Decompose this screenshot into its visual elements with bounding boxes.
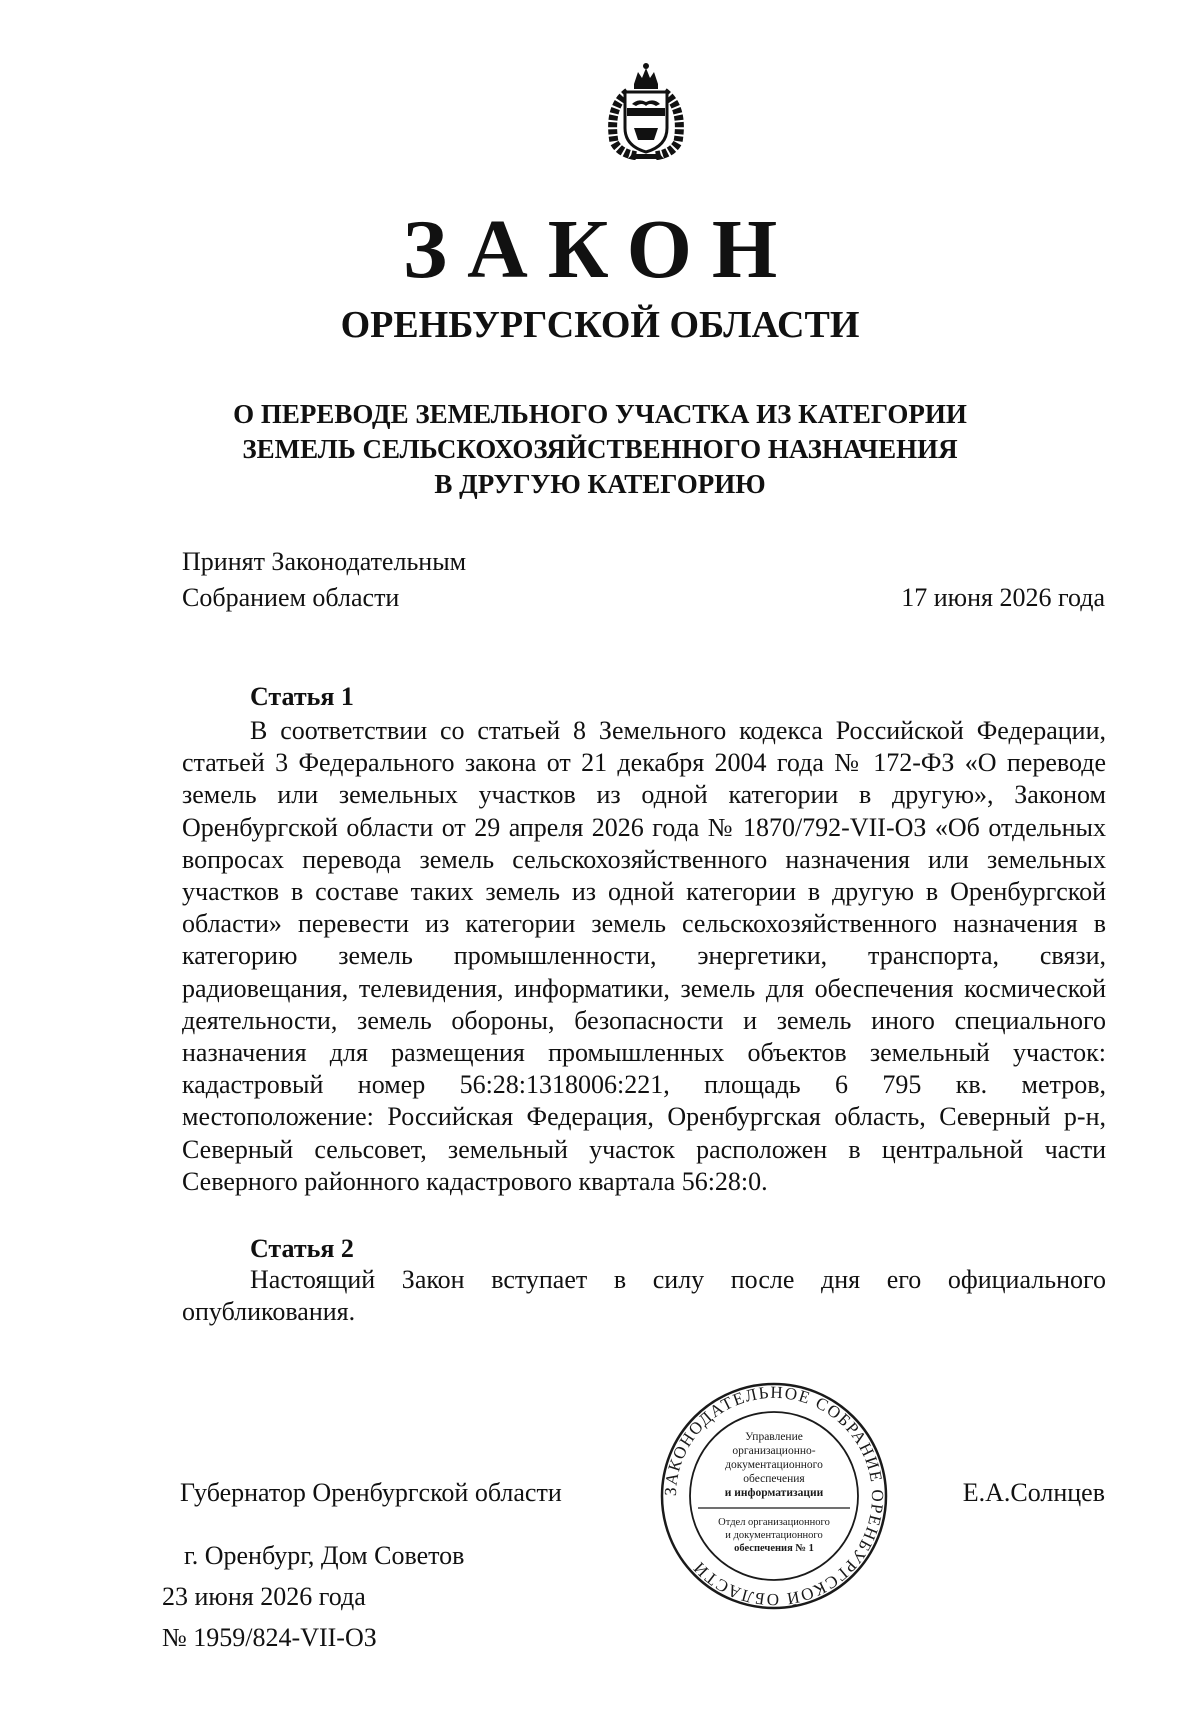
article-1-text xyxy=(182,715,1106,1198)
signing-place: г. Оренбург, Дом Советов xyxy=(184,1541,465,1570)
article-1-paragraph: В соответствии со статьей 8 Земельного кодекса Российской Федерации, статьей 3 Федерального закона от 21 декабря 2004 года № 172-ФЗ «О переводе земель или земельных участков из одной категории в другую», Законом Оренбургской области от 29 апреля 2026 года № 1870/792-VII-ОЗ «Об отдельных вопросах перевода земель сельскохозяйственного назначения или земельных участков в составе таких земель из одной категории в другую в Оренбургской области» перевести из категории земель сельскохозяйственного назначения в категорию земель промышленности, энергетики, транспорта, связи, радиовещания, телевидения, информатики, земель для обеспечения космической деятельности, земель обороны, безопасности и земель иного специального назначения для размещения промышленных объектов земельный участок: кадастровый номер 56:28:1318006:221, площадь 6 795 кв. метров, местоположение: Российская Федерация, Оренбургская область, Северный р-н, Северный сельсовет, земельный участок расположен в центральной части Северного районного кадастрового квартала 56:28:0. xyxy=(182,716,1106,1196)
orenburg-coat-of-arms-icon xyxy=(598,62,694,160)
law-number: № 1959/824-VII-ОЗ xyxy=(162,1623,377,1652)
adoption-date: 17 июня 2026 года xyxy=(901,583,1105,612)
document-title: ЗАКОН xyxy=(402,203,798,296)
signatory-position: Губернатор Оренбургской области xyxy=(180,1478,562,1507)
law-heading-line: О ПЕРЕВОДЕ ЗЕМЕЛЬНОГО УЧАСТКА ИЗ КАТЕГОРИИ xyxy=(233,399,967,429)
law-heading-line: В ДРУГУЮ КАТЕГОРИЮ xyxy=(434,469,766,499)
official-seal xyxy=(658,1380,890,1612)
article-2-paragraph: Настоящий Закон вступает в силу после дня его официального опубликования. xyxy=(182,1265,1106,1327)
document-subtitle: ОРЕНБУРГСКОЙ ОБЛАСТИ xyxy=(340,304,860,346)
article-2-text xyxy=(182,1264,1106,1328)
adoption-line: Собранием области xyxy=(182,583,400,612)
seal-inner-line: обеспечения № 1 xyxy=(734,1543,814,1554)
seal-inner-line: обеспечения xyxy=(743,1473,805,1485)
seal-inner-line: Отдел организационного xyxy=(718,1517,830,1528)
seal-inner-line: и информатизации xyxy=(724,1487,824,1499)
signing-date: 23 июня 2026 года xyxy=(162,1582,366,1611)
adoption-note xyxy=(182,544,466,616)
seal-outer-text: ЗАКОНОДАТЕЛЬНОЕ СОБРАНИЕ ОРЕНБУРГСКОЙ ОБЛАСТИ xyxy=(660,1382,888,1610)
article-2-title: Статья 2 xyxy=(250,1234,354,1263)
seal-inner-line: организационно- xyxy=(732,1445,816,1457)
article-1-title: Статья 1 xyxy=(250,682,354,711)
law-heading xyxy=(0,397,1200,502)
adoption-line: Принят Законодательным xyxy=(182,547,467,576)
seal-inner-line: документационного xyxy=(725,1459,823,1471)
seal-inner-line: Управление xyxy=(745,1431,803,1443)
law-heading-line: ЗЕМЕЛЬ СЕЛЬСКОХОЗЯЙСТВЕННОГО НАЗНАЧЕНИЯ xyxy=(242,434,958,464)
signatory-name: Е.А.Солнцев xyxy=(962,1478,1105,1507)
seal-inner-line: и документационного xyxy=(725,1530,823,1541)
